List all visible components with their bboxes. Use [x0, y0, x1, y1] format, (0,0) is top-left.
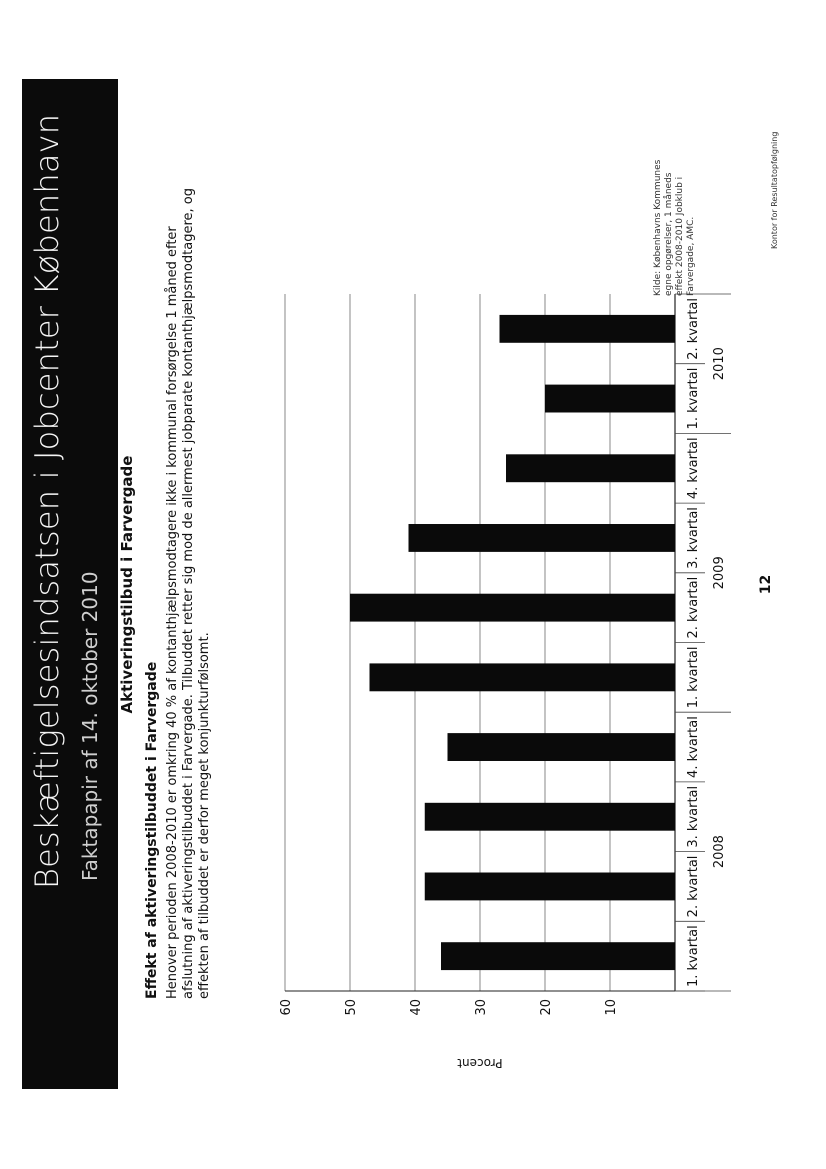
y-tick-label: 30: [474, 999, 489, 1016]
y-tick-label: 60: [279, 999, 294, 1016]
x-tick-label: 2. kvartal: [686, 855, 701, 918]
bar: [448, 733, 676, 761]
bar: [441, 942, 675, 970]
bar: [425, 803, 675, 831]
bar: [545, 385, 675, 413]
bar: [409, 524, 676, 552]
bar: [500, 315, 676, 343]
page-number: 12: [758, 574, 774, 595]
section-body: Henover perioden 2008-2010 er omkring 40 % af kontanthjælpsmodtagere ikke i kommunal forsørgelse 1 måned efter afslutning af aktiveringstilbuddet i Farvergade. Tilbuddet retter sig mod de allermest jobparate kontanthjælpsmodtagere, og effekten af tilbuddet er derfor meget konjunkturfølsomt.: [165, 188, 212, 999]
header-subtitle: Faktapapir af 14. oktober 2010: [78, 571, 102, 881]
section-title: Effekt af aktiveringstilbuddet i Farvergade: [144, 661, 160, 999]
y-tick-label: 20: [539, 999, 554, 1016]
bar: [350, 594, 675, 622]
y-tick-label: 40: [409, 999, 424, 1016]
x-tick-label: 1. kvartal: [686, 646, 701, 709]
header-title: Beskæftigelsesindsatsen i Jobcenter København: [28, 113, 66, 889]
source-note: Kilde: Københavns Kommunes egne opgørelser, 1 måneds effekt 2008-2010 Jobklub i Farvergade, AMC.: [653, 159, 696, 296]
x-tick-label: 2. kvartal: [686, 576, 701, 639]
y-tick-label: 50: [344, 999, 359, 1016]
x-tick-label: 3. kvartal: [686, 507, 701, 569]
page-title: Aktiveringstilbud i Farvergade: [118, 455, 136, 714]
year-group-label: 2010: [712, 347, 727, 381]
bar: [370, 663, 676, 691]
bar: [506, 454, 675, 482]
bar: [425, 873, 675, 901]
x-tick-label: 2. kvartal: [686, 297, 701, 360]
x-tick-label: 4. kvartal: [686, 716, 701, 778]
office-name: Kontor for Resultatopfølgning: [770, 131, 779, 249]
x-tick-label: 1. kvartal: [686, 367, 701, 430]
y-axis-label: Procent: [457, 1056, 503, 1070]
x-tick-label: 3. kvartal: [686, 785, 701, 848]
y-tick-label: 10: [604, 999, 619, 1016]
year-group-label: 2008: [712, 835, 727, 869]
year-group-label: 2009: [712, 556, 727, 590]
x-tick-label: 4. kvartal: [686, 437, 701, 500]
x-tick-label: 1. kvartal: [686, 925, 701, 988]
